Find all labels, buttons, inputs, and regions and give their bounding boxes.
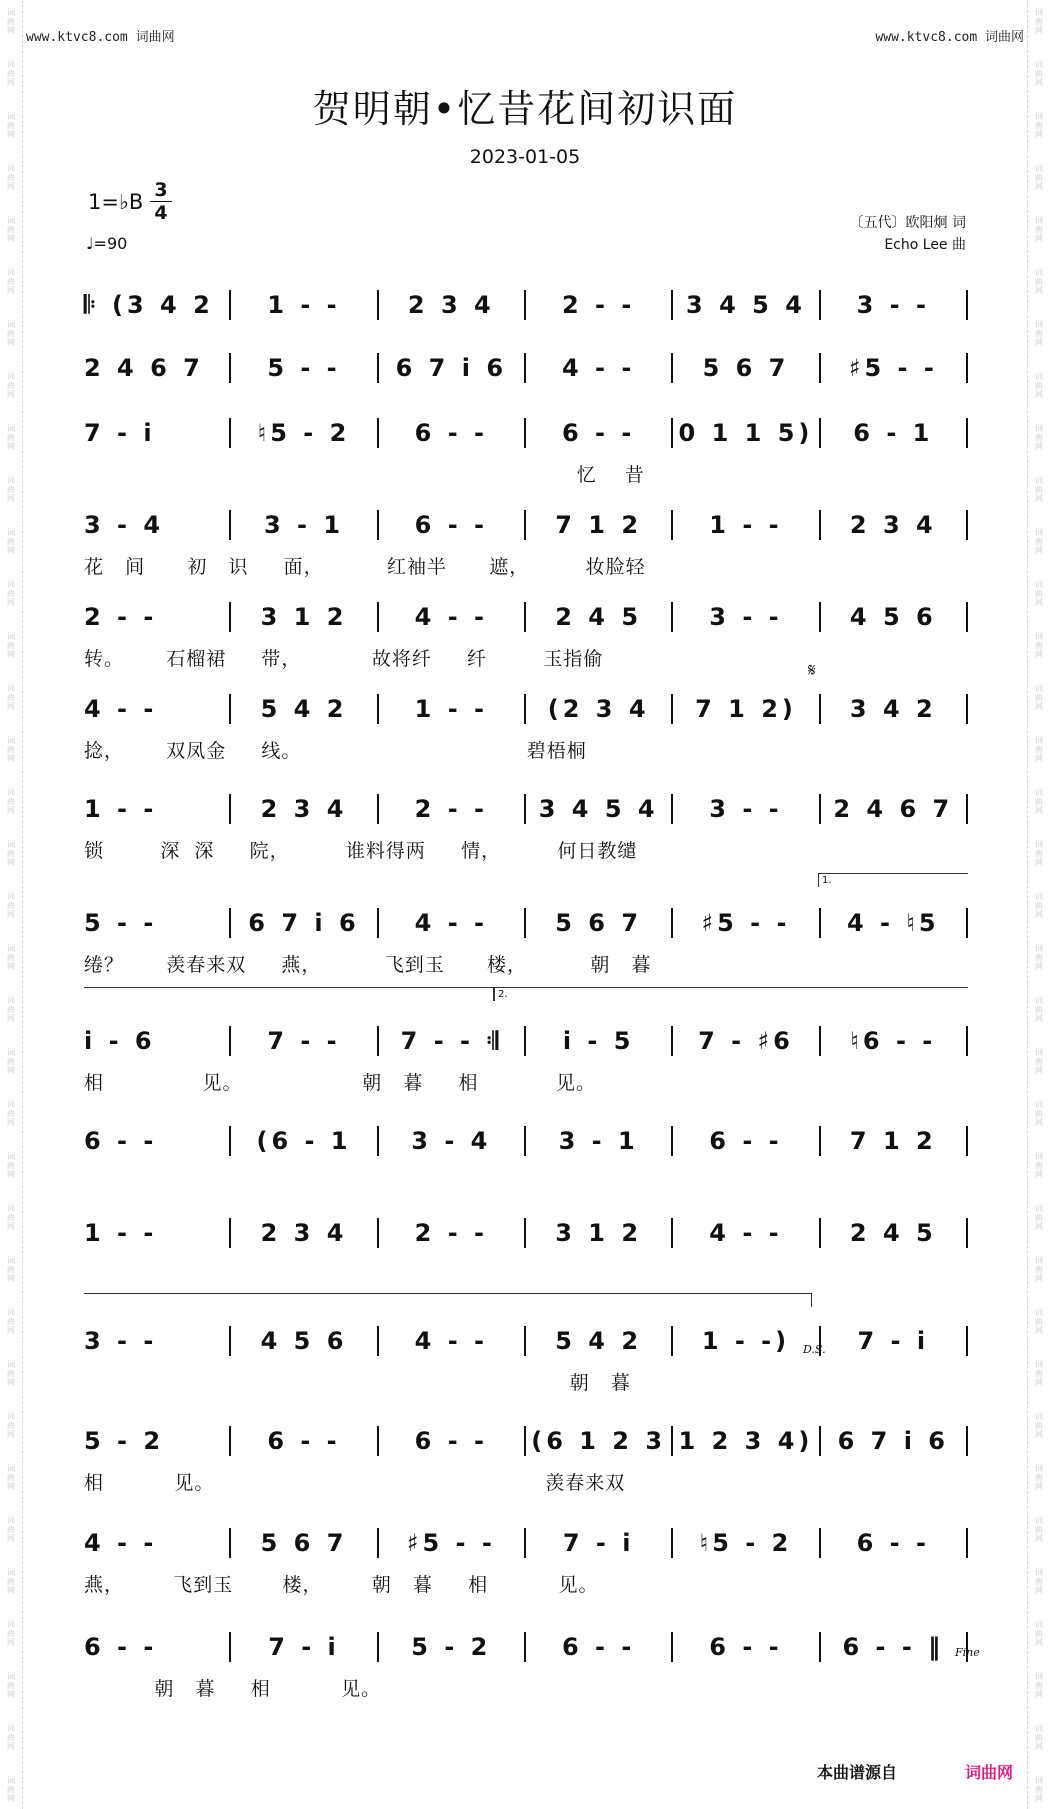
notation-row [84, 602, 968, 632]
volta-bracket-1-cont [84, 987, 494, 1002]
measure: 7 1 2) [695, 695, 797, 723]
notation-row [84, 1528, 968, 1558]
notation-row [84, 694, 968, 724]
watermark-glyph: 词曲网 [7, 8, 15, 35]
measure: 3 4 5 4 [538, 795, 659, 823]
measure: 1 - - [84, 795, 158, 823]
watermark-glyph: 词曲网 [1035, 476, 1043, 503]
watermark-glyph: 词曲网 [1035, 8, 1043, 35]
notation-row [84, 1026, 968, 1056]
watermark-glyph: 词曲网 [1035, 580, 1043, 607]
measure: 1 - -) [701, 1327, 791, 1355]
tempo-marking: ♩=90 [86, 234, 128, 253]
watermark-glyph: 词曲网 [1035, 1256, 1043, 1283]
measure: 2 - - [414, 1219, 488, 1247]
measure: 7 1 2 [849, 1127, 937, 1155]
watermark-glyph: 词曲网 [7, 1620, 15, 1647]
watermark-glyph: 词曲网 [1035, 632, 1043, 659]
volta-1-label: 1. [822, 875, 832, 886]
measure: 6 - - [709, 1127, 783, 1155]
watermark-glyph: 词曲网 [1035, 1516, 1043, 1543]
measure: 2 4 5 [555, 603, 643, 631]
notation-row [84, 1126, 968, 1156]
measure: 5 4 2 [260, 695, 348, 723]
measure: 1 - - [414, 695, 488, 723]
measure: (6 - 1 [256, 1127, 352, 1155]
barline [966, 1126, 968, 1156]
lyricist-credit: 〔五代〕欧阳炯 词 [849, 215, 966, 231]
watermark-glyph: 词曲网 [7, 320, 15, 347]
watermark-glyph: 词曲网 [1035, 164, 1043, 191]
time-sig-bottom: 4 [154, 202, 168, 224]
watermark-glyph: 词曲网 [7, 1256, 15, 1283]
measure: 3 - 1 [558, 1127, 639, 1155]
watermark-glyph: 词曲网 [1035, 112, 1043, 139]
measure: 3 4 2 [849, 695, 937, 723]
measure: 0 1 1 5) [678, 419, 814, 447]
lyric-row: 忆 昔 [84, 464, 645, 486]
watermark-glyph: 词曲网 [1035, 1204, 1043, 1231]
ds-mark: D.S. [803, 1343, 826, 1356]
barline [966, 908, 968, 938]
measure: 4 - - [84, 1529, 158, 1557]
measure: ♯5 - - [701, 909, 791, 937]
measure: 7 - ♯6 [698, 1027, 794, 1055]
watermark-glyph: 词曲网 [1035, 320, 1043, 347]
watermark-glyph: 词曲网 [7, 736, 15, 763]
watermark-glyph: 词曲网 [7, 1204, 15, 1231]
header-left-url[interactable]: www.ktvc8.com 词曲网 [26, 30, 175, 45]
measure: 4 5 6 [849, 603, 937, 631]
measure: 6 - - ‖ [842, 1633, 945, 1661]
watermark-glyph: 词曲网 [7, 1048, 15, 1075]
measure: 7 1 2 [555, 511, 643, 539]
watermark-glyph: 词曲网 [1035, 1308, 1043, 1335]
barline [966, 353, 968, 383]
watermark-glyph: 词曲网 [1035, 60, 1043, 87]
time-sig-top: 3 [154, 179, 168, 201]
watermark-glyph: 词曲网 [1035, 1100, 1043, 1127]
watermark-glyph: 词曲网 [7, 268, 15, 295]
measure: 1 - - [267, 291, 341, 319]
watermark-glyph: 词曲网 [1035, 788, 1043, 815]
measure: 7 - i [562, 1529, 635, 1557]
song-title: 贺明朝•忆昔花间初识面 [312, 87, 738, 131]
measure: 3 - - [709, 795, 783, 823]
watermark-glyph: 词曲网 [7, 1672, 15, 1699]
watermark-glyph: 词曲网 [7, 580, 15, 607]
watermark-glyph: 词曲网 [7, 372, 15, 399]
barline [966, 602, 968, 632]
measure: 𝄆 (3 4 2 [84, 291, 214, 319]
footer-source-label: 本曲谱源自 [817, 1763, 898, 1782]
lyric-row: 转。 石榴裙 带， 故将纤 纤 玉指偷 [84, 648, 604, 670]
notation-row [84, 794, 968, 824]
measure: 7 - i [268, 1633, 340, 1661]
measure: 3 - 1 [263, 511, 345, 539]
measure: 5 - 2 [84, 1427, 165, 1455]
notation-row [84, 418, 968, 448]
measure: 2 - - [84, 603, 158, 631]
watermark-glyph: 词曲网 [1035, 1360, 1043, 1387]
measure: 6 7 i 6 [248, 909, 360, 937]
measure: 5 6 7 [702, 354, 790, 382]
watermark-glyph: 词曲网 [1035, 372, 1043, 399]
credits [850, 212, 966, 256]
barline [966, 510, 968, 540]
barline [966, 1326, 968, 1356]
measure: 2 3 4 [260, 1219, 348, 1247]
watermark-glyph: 词曲网 [1035, 424, 1043, 451]
fine-mark: Fine [955, 1646, 980, 1659]
measure: 3 - - [709, 603, 783, 631]
watermark-glyph: 词曲网 [1035, 268, 1043, 295]
notation-row [84, 510, 968, 540]
lyric-row: 朝 暮 [84, 1372, 631, 1394]
watermark-glyph: 词曲网 [7, 112, 15, 139]
notation-row [84, 1632, 968, 1662]
measure: 3 - 4 [84, 511, 165, 539]
watermark-glyph: 词曲网 [1035, 684, 1043, 711]
watermark-glyph: 词曲网 [7, 476, 15, 503]
lyric-row: 相 见。 朝 暮 相 见。 [84, 1072, 596, 1094]
composer-credit: Echo Lee 曲 [884, 237, 966, 253]
measure: 6 - 1 [853, 419, 934, 447]
ds-bracket [84, 1293, 812, 1308]
lyric-row: 燕， 飞到玉 楼， 朝 暮 相 见。 [84, 1574, 599, 1596]
watermark-glyph: 词曲网 [7, 1776, 15, 1803]
measure: 6 - - [561, 1633, 636, 1661]
watermark-glyph: 词曲网 [7, 1412, 15, 1439]
watermark-glyph: 词曲网 [1035, 528, 1043, 555]
watermark-glyph: 词曲网 [1035, 1620, 1043, 1647]
measure: ♯5 - - [406, 1529, 496, 1557]
measure: ♮5 - 2 [699, 1529, 793, 1557]
watermark-glyph: 词曲网 [1035, 1672, 1043, 1699]
measure: ♮5 - 2 [257, 419, 351, 447]
measure: 4 - ♮5 [846, 909, 940, 937]
watermark-glyph: 词曲网 [7, 424, 15, 451]
notation-row [84, 1326, 968, 1356]
measure: 6 - - [709, 1633, 783, 1661]
time-signature [150, 180, 172, 223]
lyric-row: 花 间 初 识 面， 红袖半 遮， 妆脸轻 [84, 556, 646, 578]
footer-site-link[interactable]: 词曲网 [965, 1763, 1014, 1782]
watermark-glyph: 词曲网 [7, 1360, 15, 1387]
measure: 5 4 2 [555, 1327, 643, 1355]
watermark-glyph: 词曲网 [7, 944, 15, 971]
barline [966, 1218, 968, 1248]
watermark-glyph: 词曲网 [1035, 1152, 1043, 1179]
measure: 3 - 4 [411, 1127, 492, 1155]
song-date: 2023-01-05 [469, 146, 581, 168]
measure: 1 - - [709, 511, 783, 539]
watermark-glyph: 词曲网 [7, 632, 15, 659]
watermark-glyph: 词曲网 [1035, 216, 1043, 243]
measure: 4 5 6 [260, 1327, 348, 1355]
measure: 5 - 2 [411, 1633, 492, 1661]
measure: 6 - - [84, 1633, 158, 1661]
watermark-glyph: 词曲网 [7, 528, 15, 555]
measure: 6 - - [84, 1127, 158, 1155]
measure: 6 7 i 6 [837, 1427, 949, 1455]
barline [966, 418, 968, 448]
measure: 3 4 5 4 [686, 291, 806, 319]
measure: 6 - - [856, 1529, 930, 1557]
notation-row [84, 908, 968, 938]
watermark-glyph: 词曲网 [7, 788, 15, 815]
measure: 7 - - [267, 1027, 341, 1055]
measure: 2 3 4 [407, 291, 495, 319]
measure: 6 - - [414, 419, 488, 447]
watermark-glyph: 词曲网 [1035, 736, 1043, 763]
measure: 3 1 2 [555, 1219, 643, 1247]
measure: 2 4 5 [849, 1219, 937, 1247]
watermark-glyph: 词曲网 [7, 1724, 15, 1751]
measure: 6 - - [267, 1427, 341, 1455]
measure: 1 2 3 4) [678, 1427, 814, 1455]
measure: 2 4 6 7 [833, 795, 954, 823]
measure: 4 - - [561, 354, 636, 382]
measure: i - 6 [84, 1027, 156, 1055]
measure: ♯5 - - [848, 354, 938, 382]
watermark-glyph: 词曲网 [1035, 1412, 1043, 1439]
barline [966, 1026, 968, 1056]
measure: 4 - - [414, 1327, 488, 1355]
watermark-glyph: 词曲网 [1035, 1724, 1043, 1751]
measure: 2 3 4 [849, 511, 937, 539]
measure: 3 - - [84, 1327, 158, 1355]
measure: 6 - - [561, 419, 636, 447]
measure: 4 - - [414, 909, 488, 937]
watermark-glyph: 词曲网 [7, 1100, 15, 1127]
watermark-glyph: 词曲网 [7, 840, 15, 867]
measure: 4 - - [84, 695, 158, 723]
measure: 7 - i [857, 1327, 930, 1355]
watermark-glyph: 词曲网 [7, 684, 15, 711]
measure: 4 - - [414, 603, 488, 631]
watermark-glyph: 词曲网 [7, 164, 15, 191]
segno-mark: 𝄋 [808, 660, 816, 681]
watermark-glyph: 词曲网 [7, 1568, 15, 1595]
measure: 3 - - [856, 291, 930, 319]
barline [966, 1426, 968, 1456]
watermark-glyph: 词曲网 [1035, 892, 1043, 919]
watermark-glyph: 词曲网 [1035, 1776, 1043, 1803]
measure: 6 - - [414, 1427, 488, 1455]
measure: 7 - - 𝄇 [400, 1027, 502, 1055]
measure: i - 5 [562, 1027, 635, 1055]
barline [966, 694, 968, 724]
watermark-glyph: 词曲网 [7, 1308, 15, 1335]
measure: 5 6 7 [260, 1529, 348, 1557]
measure: (6 1 2 3 [531, 1427, 667, 1455]
volta-2-label: 2. [498, 989, 508, 1000]
lyric-row: 捻， 双凤金 线。 碧梧桐 [84, 740, 587, 762]
measure: 4 - - [709, 1219, 783, 1247]
notation-row [84, 290, 968, 320]
measure: 2 3 4 [260, 795, 348, 823]
watermark-glyph: 词曲网 [7, 60, 15, 87]
lyric-row: 绻？ 羡春来双 燕， 飞到玉 楼， 朝 暮 [84, 954, 652, 976]
key-signature: 1=♭B [88, 190, 144, 214]
watermark-glyph: 词曲网 [1035, 944, 1043, 971]
barline [966, 1528, 968, 1558]
barline [966, 794, 968, 824]
measure: 2 - - [561, 291, 636, 319]
measure: 5 - - [267, 354, 341, 382]
volta-bracket-2 [494, 987, 968, 1002]
watermark-glyph: 词曲网 [1035, 1568, 1043, 1595]
watermark-glyph: 词曲网 [7, 1516, 15, 1543]
measure: (2 3 4 [547, 695, 650, 723]
measure: 6 7 i 6 [395, 354, 508, 382]
measure: 5 6 7 [555, 909, 643, 937]
header-right-url[interactable]: www.ktvc8.com 词曲网 [875, 30, 1024, 45]
measure: 6 - - [414, 511, 488, 539]
watermark-glyph: 词曲网 [7, 892, 15, 919]
notation-row [84, 1218, 968, 1248]
barline [966, 290, 968, 320]
measure: 2 - - [414, 795, 488, 823]
measure: 1 - - [84, 1219, 158, 1247]
watermark-glyph: 词曲网 [1035, 996, 1043, 1023]
measure: 5 - - [84, 909, 158, 937]
measure: 7 - i [84, 419, 156, 447]
watermark-glyph: 词曲网 [7, 1152, 15, 1179]
lyric-row: 相 见。 羡春来双 [84, 1472, 626, 1494]
notation-row [84, 1426, 968, 1456]
notation-row [84, 353, 968, 383]
lyric-row: 锁 深 深 院， 谁料得两 情， 何日教缱 [84, 840, 638, 862]
watermark-glyph: 词曲网 [1035, 1048, 1043, 1075]
volta-bracket-1 [818, 873, 968, 888]
measure: ♮6 - - [850, 1027, 937, 1055]
watermark-glyph: 词曲网 [7, 1464, 15, 1491]
lyric-row: 朝 暮 相 见。 [84, 1678, 382, 1700]
measure: 2 4 6 7 [84, 354, 204, 382]
watermark-glyph: 词曲网 [1035, 840, 1043, 867]
watermark-glyph: 词曲网 [7, 996, 15, 1023]
watermark-glyph: 词曲网 [1035, 1464, 1043, 1491]
watermark-glyph: 词曲网 [7, 216, 15, 243]
measure: 3 1 2 [260, 603, 348, 631]
